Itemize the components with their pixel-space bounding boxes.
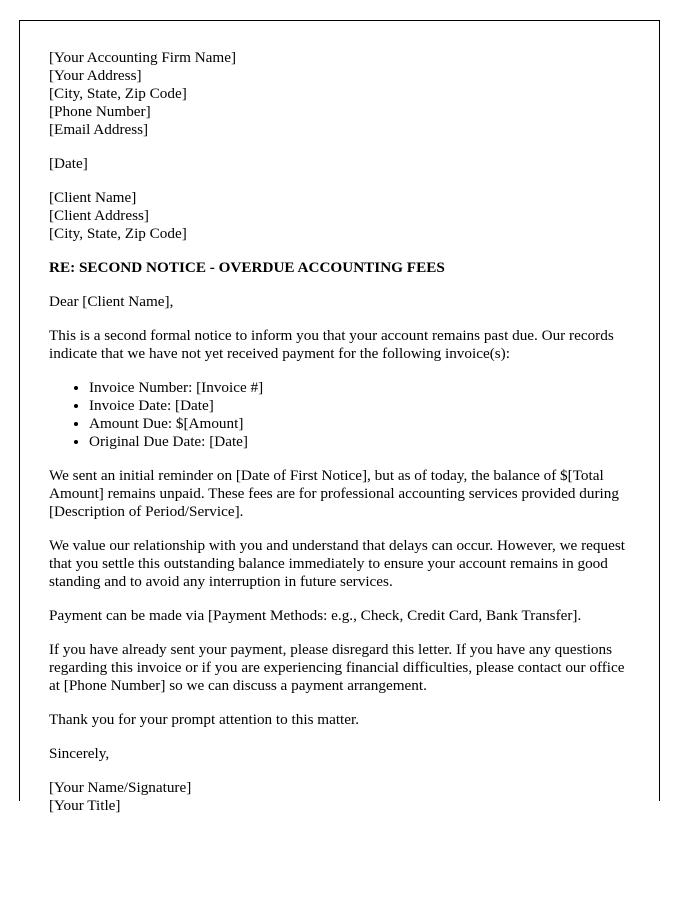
reminder-paragraph: We sent an initial reminder on [Date of First Notice], but as of today, the balance of $[Total Amount] remains unpaid. These fees are for professional accounting services provided during [Description of Period/Service]. — [49, 467, 619, 520]
list-item: • Original Due Date: [Date] — [89, 433, 629, 451]
list-item: • Invoice Date: [Date] — [89, 397, 629, 415]
closing: Sincerely, — [49, 745, 110, 762]
sender-city-state-zip: [City, State, Zip Code] — [49, 85, 187, 102]
letter-date — [49, 155, 629, 173]
recipient-name: [Client Name] — [49, 189, 137, 206]
letter-page — [19, 20, 660, 814]
sender-address-block — [49, 49, 629, 139]
relationship-paragraph: We value our relationship with you and understand that delays can occur. However, we request that you settle this outstanding balance immediately to ensure your account remains in good standing and to avoid any interruption in future services. — [49, 537, 625, 590]
sender-firm-name: [Your Accounting Firm Name] — [49, 49, 237, 66]
recipient-address-block — [49, 189, 629, 243]
sender-address: [Your Address] — [49, 67, 142, 84]
signature-name: [Your Name/Signature] — [49, 779, 192, 796]
subject-line: RE: SECOND NOTICE - OVERDUE ACCOUNTING FEES — [49, 259, 445, 276]
intro-paragraph: This is a second formal notice to inform you that your account remains past due. Our records indicate that we have not yet received payment for the following invoice(s): — [49, 327, 614, 362]
date-text: [Date] — [49, 155, 88, 172]
signature-block — [49, 779, 629, 815]
list-item: • Amount Due: $[Amount] — [89, 415, 629, 433]
recipient-address: [Client Address] — [49, 207, 149, 224]
sender-phone: [Phone Number] — [49, 103, 151, 120]
thanks-paragraph: Thank you for your prompt attention to this matter. — [49, 711, 360, 728]
invoice-details-list — [49, 379, 629, 451]
sender-email: [Email Address] — [49, 121, 149, 138]
signature-title: [Your Title] — [49, 797, 121, 814]
list-item: • Invoice Number: [Invoice #] — [89, 379, 629, 397]
recipient-city-state-zip: [City, State, Zip Code] — [49, 225, 187, 242]
salutation: Dear [Client Name], — [49, 293, 174, 310]
disregard-paragraph: If you have already sent your payment, please disregard this letter. If you have any questions regarding this invoice or if you are experiencing financial difficulties, please contact our office at [Phone Number] so we can discuss a payment arrangement. — [49, 641, 625, 694]
letter-body — [49, 49, 629, 815]
payment-paragraph: Payment can be made via [Payment Methods: e.g., Check, Credit Card, Bank Transfer]. — [49, 607, 582, 624]
